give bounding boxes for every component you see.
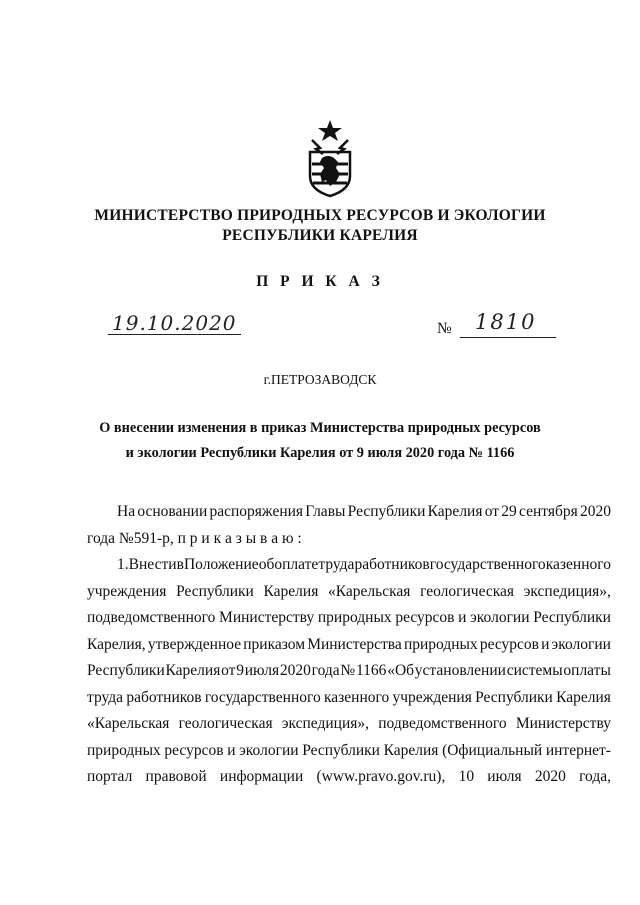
body-word: «Карельская (87, 715, 170, 732)
body-line (87, 605, 611, 632)
body-word: природных (403, 635, 478, 653)
body-word: 10 (458, 768, 475, 785)
body-word: оплате (274, 556, 319, 573)
body-word: учреждения (87, 582, 167, 600)
body-line (87, 499, 611, 526)
body-word: 2020 (279, 662, 311, 679)
body-line (87, 526, 611, 553)
body-word: года, (579, 768, 611, 785)
coat-of-arms-emblem (298, 118, 362, 198)
body-word: Карелия (165, 662, 221, 679)
body-line (87, 738, 611, 765)
body-word: экспедиция», (281, 715, 370, 732)
body-word: года №591-р, п р и к а з ы в а ю : (87, 529, 302, 547)
body-word: 1166 (355, 662, 387, 679)
body-word: (Официальный (442, 741, 543, 759)
body-word: 2020 (579, 503, 611, 520)
body-word: (www.pravo.gov.ru), (316, 768, 446, 785)
body-word: труда (318, 556, 355, 573)
ministry-name (0, 206, 640, 246)
body-word: и (541, 635, 550, 653)
body-word: «Об (387, 662, 415, 679)
body-word: геологическая (178, 715, 273, 732)
body-word: информации (219, 768, 304, 785)
body-word: об (258, 556, 275, 573)
body-word: сентября (519, 503, 578, 520)
body-word: Республики (347, 503, 426, 520)
body-word: Карелия, (87, 635, 146, 653)
body-word: Внести (128, 556, 177, 573)
city-name: г.ПЕТРОЗАВОДСК (263, 372, 377, 387)
body-word: казенного (545, 556, 611, 573)
body-word: Министерству (219, 609, 315, 626)
body-word: природных (87, 741, 161, 759)
body-word: работников (354, 556, 430, 573)
body-word: Главы (305, 503, 346, 520)
body-word: Республики (475, 688, 553, 706)
body-word: ресурсов (164, 741, 224, 759)
body-word: Министерства (307, 635, 402, 653)
body-word: подведомственного (378, 715, 507, 732)
handwritten-number: 1810 (475, 310, 537, 334)
body-word: ресурсов (395, 609, 455, 626)
body-word: 9 (236, 662, 244, 679)
body-word: ресурсов (479, 635, 539, 653)
document-type-title: П Р И К А З (256, 273, 384, 290)
body-word: Карелия (427, 503, 483, 520)
body-word: 2020 (534, 768, 566, 785)
body-word: Карелия (556, 688, 611, 706)
number-underline (460, 337, 556, 338)
body-word: в (176, 556, 184, 573)
body-word: «Карельская (328, 582, 411, 600)
body-word: экспедиция», (523, 582, 611, 600)
body-word: казенного (323, 688, 390, 706)
body-word: интернет- (545, 741, 611, 759)
body-word: Республики (302, 741, 380, 759)
body-word: подведомственного (87, 609, 216, 626)
body-word: 29 (501, 503, 517, 520)
body-line (87, 632, 611, 659)
body-word: от (221, 662, 236, 679)
body-word: природных (317, 609, 392, 626)
body-word: Карелия (263, 582, 319, 600)
body-word: правовой (145, 768, 207, 785)
body-line (87, 579, 611, 606)
body-word: экологии (551, 635, 611, 653)
body-line (87, 658, 611, 685)
body-word: Министерству (515, 715, 611, 732)
body-word: основании (137, 503, 208, 520)
body-word: оплаты (563, 662, 611, 679)
number-label: № (437, 320, 452, 337)
handwritten-date: 19.10.2020 (108, 312, 241, 335)
body-word: 1. (117, 556, 129, 573)
body-word: государственного (204, 688, 321, 706)
body-word: Положение (183, 556, 259, 573)
body-word: утвержденное (147, 635, 242, 653)
ministry-line-2: РЕСПУБЛИКИ КАРЕЛИЯ (222, 227, 418, 244)
body-word: геологическая (420, 582, 515, 600)
body-word: приказом (243, 635, 306, 653)
body-word: учреждения (392, 688, 472, 706)
body-word: года (311, 662, 340, 679)
body-word: экологии (239, 741, 299, 759)
body-word: Республики (176, 582, 254, 600)
subject-line-1: О внесении изменения в приказ Министерства природных ресурсов (99, 420, 541, 436)
body-word: Республики (87, 662, 165, 679)
ministry-line-1: МИНИСТЕРСТВО ПРИРОДНЫХ РЕСУРСОВ И ЭКОЛОГИИ (94, 207, 546, 224)
document-body (87, 499, 611, 791)
body-word: распоряжения (209, 503, 304, 520)
body-word: июля (244, 662, 280, 679)
body-word: работников (126, 688, 202, 706)
body-word: и (227, 741, 236, 759)
body-line (87, 685, 611, 712)
body-word: и (458, 609, 467, 626)
order-subject (0, 416, 640, 466)
body-line (87, 764, 611, 791)
body-word: системы (506, 662, 563, 679)
body-word: от (484, 503, 500, 520)
body-word: государственного (429, 556, 546, 573)
body-line (87, 711, 611, 738)
body-word: установлении (414, 662, 506, 679)
body-word: труда (87, 688, 124, 706)
body-word: июля (487, 768, 522, 785)
body-word: № (340, 662, 356, 679)
body-line (87, 552, 611, 579)
body-word: На (117, 503, 136, 520)
star-icon (318, 120, 342, 141)
subject-line-2: и экологии Республики Карелия от 9 июля 2020 года № 1166 (125, 445, 515, 461)
body-word: экологии (470, 609, 530, 626)
body-word: Карелия (383, 741, 439, 759)
body-word: портал (87, 768, 133, 785)
body-word: Республики (533, 609, 611, 626)
